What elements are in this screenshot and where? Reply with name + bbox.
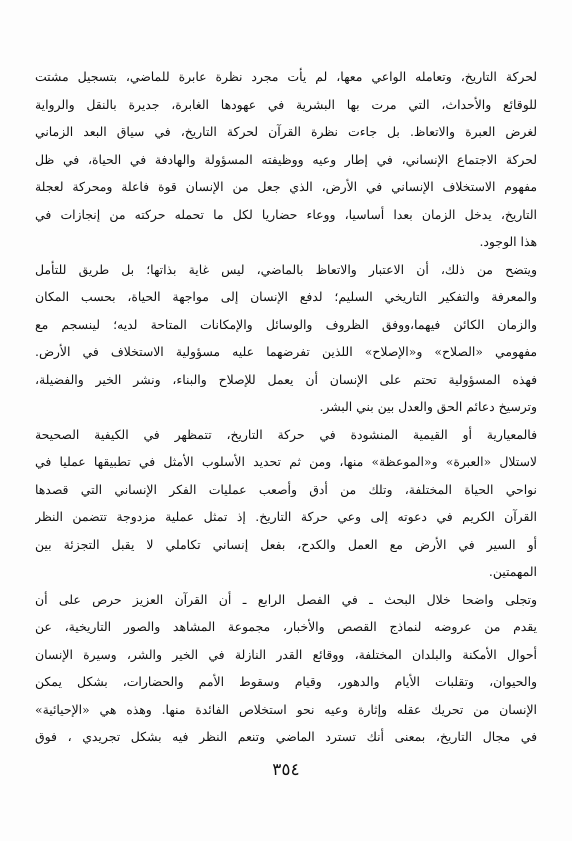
text-line: والزمان الكائن فيهما،ووفق الظروف والوسائل والإمكانات المتاحة لديه؛ لينسجم مع — [35, 316, 537, 332]
text-line: أو السير في الأرض مع العمل والكدح، بفعل إنساني تكاملي لا يقبل التجزئة بين — [35, 536, 537, 552]
text-line: فهذه المسؤولية تحتم على الإنسان أن يعمل للإصلاح والبناء، ونشر الخير والفضيلة، — [35, 371, 537, 387]
text-line: والحيوان، وتقلبات الأيام والدهور، وقيام وسقوط الأمم والحضارات، بشكل يمكن — [35, 674, 537, 689]
text-line: الإنسان من تحريك عقله وإثارة وعيه نحو استخلاص الفائدة منها. وهذه هي «الإحيائية» — [35, 701, 537, 717]
text-line: وترسيخ دعائم الحق والعدل بين بني البشر. — [319, 399, 537, 414]
page-number: ٣٥٤ — [272, 760, 300, 780]
text-line: المهمتين. — [488, 564, 537, 579]
body-text — [35, 63, 537, 751]
text-line: القرآن الكريم في دعوته إلى وعي حركة التاريخ. إذ تمثل عملية مزدوجة تتضمن النظر — [35, 509, 537, 524]
text-line: لغرض العبرة والاتعاظ. بل جاءت نظرة القرآن لحركة التاريخ، في سياق البعد الزماني — [35, 124, 537, 139]
text-line: ويتضح من ذلك، أن الاعتبار والاتعاظ بالماضي، ليس غاية بذاتها؛ بل طريق للتأمل — [35, 261, 537, 277]
paragraph-4 — [35, 586, 537, 751]
text-line: في مجال التاريخ، بمعنى أنك تسترد الماضي وتنعم النظر فيه بشكل تجريدي ، فوق — [35, 729, 537, 744]
text-line: وتجلى واضحا خلال البحث ـ في الفصل الرابع ـ أن القرآن العزيز حرص على أن — [35, 591, 537, 607]
text-line: للوقائع والأحداث، التي مرت بها البشرية في عهودها الغابرة، جديرة بالنقل والرواية — [35, 96, 537, 112]
paragraph-1 — [35, 63, 537, 256]
text-line: فالمعيارية أو القيمية المنشودة في حركة التاريخ، تتمظهر في الكيفية الصحيحة — [35, 426, 537, 442]
text-line: يقدم من عروضه لنماذج القصص والأخبار، مجموعة المشاهد والصور التاريخية، عن — [35, 619, 537, 634]
text-line: مفهوم الاستخلاف الإنساني في الأرض، الذي جعل من الإنسان قوة فاعلة ومحركة لعجلة — [35, 179, 537, 194]
text-line: والمعرفة والتفكير التاريخي السليم؛ لدفع الإنسان إلى مواجهة الحياة، بحسب المكان — [35, 289, 537, 304]
text-line: أحوال الأمكنة والبلدان المختلفة، ووقائع القدر النازلة في الخير والشر، وسيرة الإنسان — [35, 646, 537, 662]
text-line: التاريخ، يدخل الزمان بعدا أساسيا، ووعاء حضاريا لكل ما تحمله حركته من إنجازات في — [35, 206, 537, 222]
paragraph-3 — [35, 421, 537, 586]
paragraph-2 — [35, 256, 537, 421]
text-line: نواحي الحياة المختلفة، وتلك من أدق وأصعب عمليات الفكر الإنساني التي قصدها — [35, 481, 537, 497]
text-line: لاستلال «العبرة» و«الموعظة» منها، ومن ثم تحديد الأسلوب الأمثل في تطبيقها عمليا في — [35, 454, 537, 469]
text-line: مفهومي «الصلاح» و«الإصلاح» اللذين تفرضهما عليه مسؤولية الاستخلاف في الأرض. — [35, 344, 537, 359]
text-line: هذا الوجود. — [479, 234, 537, 249]
text-line: لحركة التاريخ، وتعامله الواعي معها، لم يأت مجرد نظرة عابرة للماضي، بتسجيل مشتت — [35, 69, 537, 84]
text-line: لحركة الاجتماع الإنساني، في إطار وعيه ووظيفته المسؤولة والهادفة في الحياة، في ظل — [35, 151, 537, 167]
